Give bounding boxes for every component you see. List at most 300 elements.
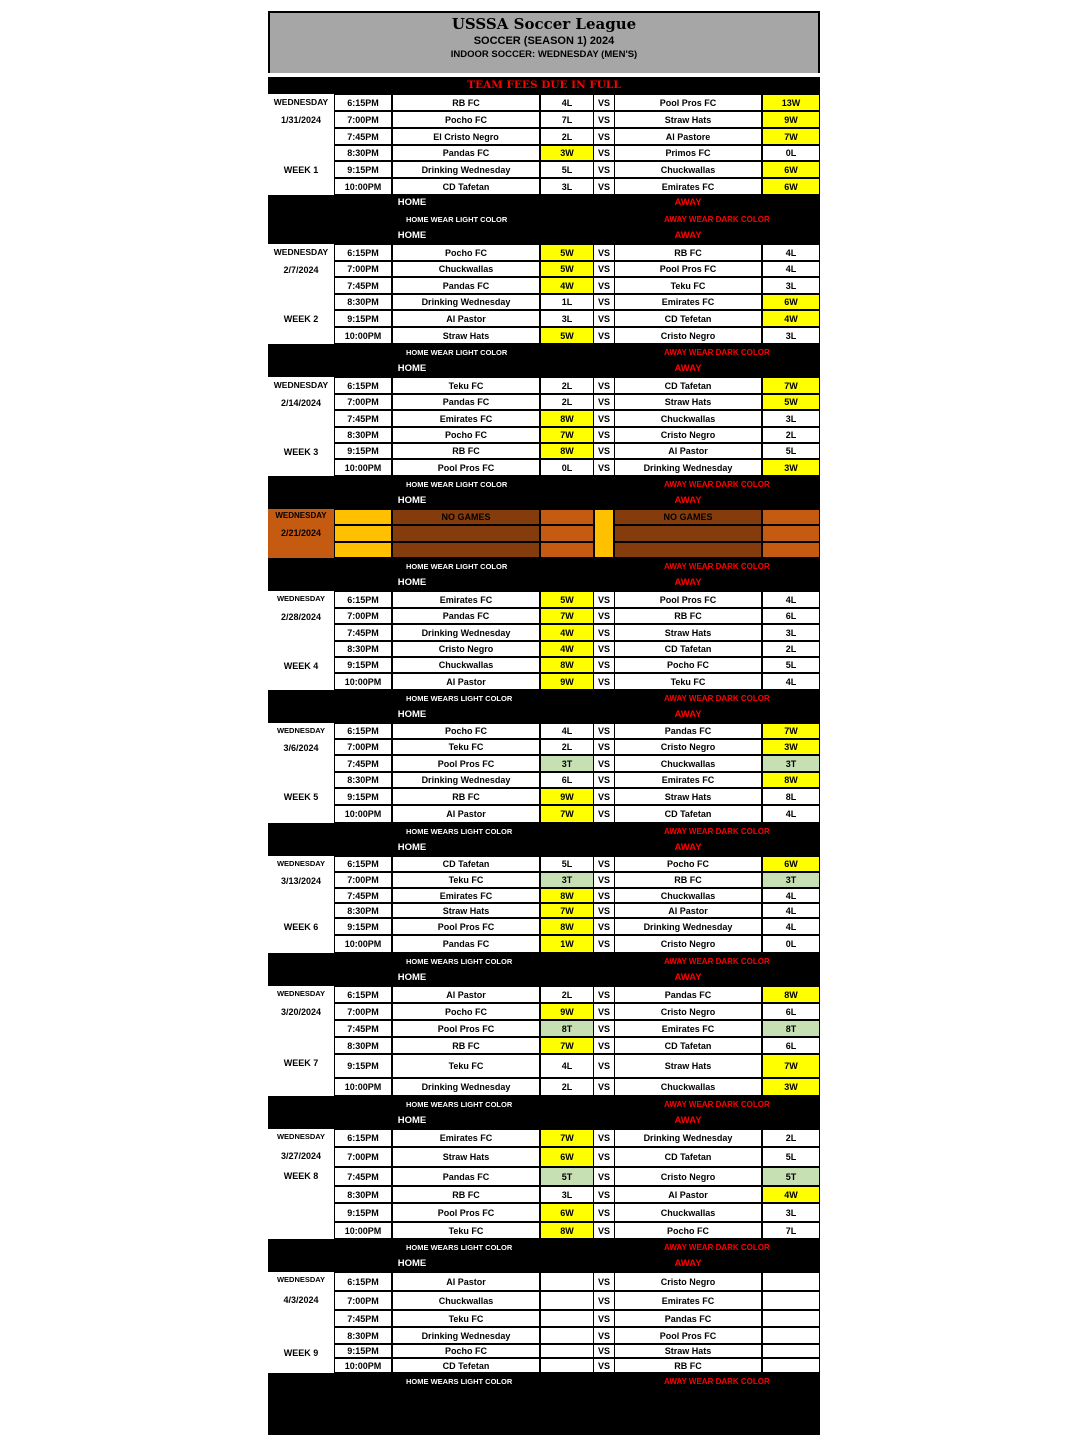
game-row bbox=[334, 903, 820, 918]
vs-label: VS bbox=[594, 903, 614, 918]
vs-label: VS bbox=[594, 1203, 614, 1222]
bye-column bbox=[762, 509, 820, 558]
game-time: 8:30PM bbox=[334, 903, 392, 918]
game-time: 6:15PM bbox=[334, 244, 392, 261]
week-date: 3/20/2024 bbox=[280, 1007, 322, 1017]
away-team: Pool Pros FC bbox=[614, 1327, 762, 1344]
away-team: Pool Pros FC bbox=[614, 591, 762, 608]
game-time: 8:30PM bbox=[334, 1186, 392, 1203]
game-row bbox=[334, 1222, 820, 1239]
home-score: 7W bbox=[540, 1037, 594, 1054]
home-score: 8W bbox=[540, 888, 594, 903]
away-team: Pocho FC bbox=[614, 856, 762, 872]
home-score bbox=[540, 1310, 594, 1327]
division-label: INDOOR SOCCER: WEDNESDAY (MEN'S) bbox=[450, 49, 638, 60]
away-team: Chuckwallas bbox=[614, 161, 762, 178]
away-team: Teku FC bbox=[614, 673, 762, 690]
game-time: 9:15PM bbox=[334, 657, 392, 673]
game-time: 7:00PM bbox=[334, 739, 392, 755]
home-team: Pocho FC bbox=[392, 427, 540, 443]
home-wear-note: HOME WEARS LIGHT COLOR bbox=[406, 957, 513, 966]
game-row bbox=[334, 277, 820, 294]
vs-label: VS bbox=[594, 591, 614, 608]
away-score: 3T bbox=[762, 755, 820, 772]
away-score: 0L bbox=[762, 935, 820, 953]
games-grid bbox=[334, 1272, 820, 1373]
game-row bbox=[334, 111, 820, 128]
vs-label: VS bbox=[594, 459, 614, 476]
home-team: Pocho FC bbox=[392, 723, 540, 739]
game-row bbox=[334, 673, 820, 690]
home-team: Teku FC bbox=[392, 1054, 540, 1078]
away-score: 3L bbox=[762, 624, 820, 641]
game-time: 7:45PM bbox=[334, 624, 392, 641]
game-time: 7:00PM bbox=[334, 1003, 392, 1020]
week-label-column bbox=[268, 1129, 334, 1239]
home-score: 3T bbox=[540, 755, 594, 772]
week-block bbox=[268, 1272, 820, 1373]
away-team: CD Tefetan bbox=[614, 310, 762, 327]
vs-label: VS bbox=[594, 918, 614, 935]
away-score: 3L bbox=[762, 1203, 820, 1222]
home-team: Drinking Wednesday bbox=[392, 161, 540, 178]
away-team: Chuckwallas bbox=[614, 1203, 762, 1222]
away-team: Al Pastore bbox=[614, 128, 762, 145]
game-row bbox=[334, 128, 820, 145]
away-wear-note: AWAY WEAR DARK COLOR bbox=[664, 562, 770, 571]
home-wear-note: HOME WEARS LIGHT COLOR bbox=[406, 827, 513, 836]
weeks-container bbox=[268, 94, 820, 1390]
game-row bbox=[334, 1003, 820, 1020]
week-label-column bbox=[268, 1272, 334, 1373]
bye-column bbox=[594, 509, 614, 558]
away-team: Al Pastor bbox=[614, 903, 762, 918]
game-row bbox=[334, 244, 820, 261]
home-team: Pool Pros FC bbox=[392, 1203, 540, 1222]
home-away-band bbox=[268, 575, 820, 591]
home-away-band bbox=[268, 840, 820, 856]
home-team: Al Pastor bbox=[392, 1272, 540, 1291]
game-time: 7:00PM bbox=[334, 1147, 392, 1167]
game-time: 6:15PM bbox=[334, 856, 392, 872]
game-row bbox=[334, 918, 820, 935]
game-row bbox=[334, 1272, 820, 1291]
game-row bbox=[334, 1358, 820, 1373]
away-team: CD Tafetan bbox=[614, 1037, 762, 1054]
game-time: 10:00PM bbox=[334, 459, 392, 476]
week-block bbox=[268, 723, 820, 823]
vs-label: VS bbox=[594, 277, 614, 294]
away-score: 2L bbox=[762, 641, 820, 657]
away-score: 7W bbox=[762, 723, 820, 739]
home-team: Pool Pros FC bbox=[392, 918, 540, 935]
away-score: 4L bbox=[762, 903, 820, 918]
away-team: Chuckwallas bbox=[614, 888, 762, 903]
schedule-sheet bbox=[268, 11, 820, 1435]
week-day: WEDNESDAY bbox=[276, 989, 326, 998]
away-team: CD Tafetan bbox=[614, 1147, 762, 1167]
vs-label: VS bbox=[594, 94, 614, 111]
home-team: Pandas FC bbox=[392, 608, 540, 624]
home-team: El Cristo Negro bbox=[392, 128, 540, 145]
league-title: USSSA Soccer League bbox=[451, 15, 637, 33]
week-date: 1/31/2024 bbox=[280, 115, 322, 125]
game-row bbox=[334, 872, 820, 888]
home-label: HOME bbox=[397, 709, 427, 720]
game-row bbox=[334, 377, 820, 394]
game-time: 8:30PM bbox=[334, 145, 392, 161]
home-score: 4L bbox=[540, 723, 594, 739]
game-row bbox=[334, 1327, 820, 1344]
bye-cell bbox=[392, 525, 540, 541]
away-wear-note: AWAY WEAR DARK COLOR bbox=[664, 1377, 770, 1386]
away-score: 4L bbox=[762, 673, 820, 690]
away-label-wrap bbox=[540, 707, 820, 723]
no-games-label: NO GAMES bbox=[614, 509, 762, 525]
home-label: HOME bbox=[397, 230, 427, 241]
game-time: 10:00PM bbox=[334, 1358, 392, 1373]
vs-label: VS bbox=[594, 673, 614, 690]
games-grid bbox=[334, 94, 820, 195]
away-label: AWAY bbox=[674, 197, 702, 208]
game-time: 9:15PM bbox=[334, 310, 392, 327]
away-team: CD Tafetan bbox=[614, 641, 762, 657]
game-row bbox=[334, 608, 820, 624]
vs-label: VS bbox=[594, 377, 614, 394]
away-team: Primos FC bbox=[614, 145, 762, 161]
away-label: AWAY bbox=[674, 363, 702, 374]
game-row bbox=[334, 327, 820, 344]
vs-label: VS bbox=[594, 1167, 614, 1186]
home-label: HOME bbox=[397, 972, 427, 983]
away-label: AWAY bbox=[674, 577, 702, 588]
home-team: CD Tafetan bbox=[392, 856, 540, 872]
vs-label: VS bbox=[594, 872, 614, 888]
away-score: 4L bbox=[762, 888, 820, 903]
game-row bbox=[334, 1129, 820, 1147]
home-score: 3L bbox=[540, 310, 594, 327]
home-team: Pool Pros FC bbox=[392, 1020, 540, 1037]
bye-cell bbox=[540, 542, 594, 558]
game-time: 6:15PM bbox=[334, 723, 392, 739]
game-row bbox=[334, 986, 820, 1003]
home-away-band bbox=[268, 361, 820, 377]
home-team: Pandas FC bbox=[392, 277, 540, 294]
game-row bbox=[334, 261, 820, 277]
away-label-wrap bbox=[540, 228, 820, 244]
home-away-band bbox=[268, 195, 820, 211]
week-number: WEEK 4 bbox=[283, 661, 319, 671]
bye-week-block bbox=[268, 509, 820, 558]
home-team: Pandas FC bbox=[392, 394, 540, 410]
game-time: 10:00PM bbox=[334, 935, 392, 953]
away-wear-note: AWAY WEAR DARK COLOR bbox=[664, 694, 770, 703]
game-time: 7:00PM bbox=[334, 111, 392, 128]
vs-label: VS bbox=[594, 1186, 614, 1203]
week-label-column bbox=[268, 591, 334, 690]
game-row bbox=[334, 1078, 820, 1096]
game-time: 7:45PM bbox=[334, 888, 392, 903]
game-row bbox=[334, 178, 820, 195]
game-row bbox=[334, 657, 820, 673]
away-team: Emirates FC bbox=[614, 294, 762, 310]
home-label-wrap bbox=[268, 970, 540, 986]
wear-color-band bbox=[268, 211, 820, 228]
week-label-column bbox=[268, 244, 334, 344]
games-grid bbox=[334, 244, 820, 344]
games-grid bbox=[334, 377, 820, 476]
away-team: CD Tafetan bbox=[614, 377, 762, 394]
week-block bbox=[268, 94, 820, 195]
home-label-wrap bbox=[268, 840, 540, 856]
away-score: 7W bbox=[762, 377, 820, 394]
home-team: Emirates FC bbox=[392, 888, 540, 903]
away-label: AWAY bbox=[674, 1115, 702, 1126]
vs-label: VS bbox=[594, 1037, 614, 1054]
home-team: Teku FC bbox=[392, 1310, 540, 1327]
home-score: 5W bbox=[540, 244, 594, 261]
away-team: Cristo Negro bbox=[614, 327, 762, 344]
away-score: 6L bbox=[762, 608, 820, 624]
game-time: 7:45PM bbox=[334, 755, 392, 772]
away-score bbox=[762, 1291, 820, 1310]
games-grid bbox=[334, 986, 820, 1096]
game-row bbox=[334, 1186, 820, 1203]
vs-label: VS bbox=[594, 1129, 614, 1147]
game-row bbox=[334, 161, 820, 178]
away-team: Chuckwallas bbox=[614, 410, 762, 427]
away-team: Cristo Negro bbox=[614, 1272, 762, 1291]
away-team: Cristo Negro bbox=[614, 1003, 762, 1020]
away-team: RB FC bbox=[614, 244, 762, 261]
game-time: 6:15PM bbox=[334, 1129, 392, 1147]
home-team: Drinking Wednesday bbox=[392, 624, 540, 641]
home-score: 5W bbox=[540, 591, 594, 608]
home-label: HOME bbox=[397, 363, 427, 374]
week-number: WEEK 1 bbox=[283, 165, 319, 175]
home-score bbox=[540, 1272, 594, 1291]
away-wear-note: AWAY WEAR DARK COLOR bbox=[664, 480, 770, 489]
bye-column bbox=[392, 509, 540, 558]
game-time: 8:30PM bbox=[334, 1327, 392, 1344]
game-row bbox=[334, 294, 820, 310]
away-team: Pool Pros FC bbox=[614, 261, 762, 277]
game-time: 10:00PM bbox=[334, 805, 392, 823]
vs-label: VS bbox=[594, 410, 614, 427]
bye-column bbox=[614, 509, 762, 558]
home-wear-note: HOME WEARS LIGHT COLOR bbox=[406, 1100, 513, 1109]
home-score: 8W bbox=[540, 1222, 594, 1239]
week-number: WEEK 3 bbox=[283, 447, 319, 457]
home-score: 8W bbox=[540, 918, 594, 935]
sheet-header bbox=[268, 11, 820, 73]
game-time: 7:00PM bbox=[334, 608, 392, 624]
game-row bbox=[334, 739, 820, 755]
game-time: 9:15PM bbox=[334, 1203, 392, 1222]
home-wear-note: HOME WEARS LIGHT COLOR bbox=[406, 1377, 513, 1386]
home-label-wrap bbox=[268, 575, 540, 591]
game-row bbox=[334, 427, 820, 443]
vs-label: VS bbox=[594, 294, 614, 310]
away-label: AWAY bbox=[674, 972, 702, 983]
home-score: 5T bbox=[540, 1167, 594, 1186]
away-team: Cristo Negro bbox=[614, 1167, 762, 1186]
week-number: WEEK 7 bbox=[283, 1058, 319, 1068]
game-row bbox=[334, 788, 820, 805]
home-team: Drinking Wednesday bbox=[392, 1327, 540, 1344]
vs-label: VS bbox=[594, 1054, 614, 1078]
home-score: 7W bbox=[540, 903, 594, 918]
home-score: 2L bbox=[540, 986, 594, 1003]
away-label: AWAY bbox=[674, 495, 702, 506]
bye-day: WEDNESDAY bbox=[275, 511, 327, 520]
game-row bbox=[334, 624, 820, 641]
home-score: 7W bbox=[540, 1129, 594, 1147]
vs-label: VS bbox=[594, 739, 614, 755]
home-label-wrap bbox=[268, 707, 540, 723]
vs-label: VS bbox=[594, 128, 614, 145]
game-time: 7:45PM bbox=[334, 277, 392, 294]
away-team: Pandas FC bbox=[614, 1310, 762, 1327]
vs-label: VS bbox=[594, 1310, 614, 1327]
bye-cell bbox=[392, 542, 540, 558]
away-score: 5L bbox=[762, 1147, 820, 1167]
home-score: 6L bbox=[540, 772, 594, 788]
home-wear-note: HOME WEAR LIGHT COLOR bbox=[406, 562, 508, 571]
away-score: 7W bbox=[762, 128, 820, 145]
away-team: Emirates FC bbox=[614, 1020, 762, 1037]
away-score: 6L bbox=[762, 1003, 820, 1020]
week-day: WEDNESDAY bbox=[276, 726, 326, 735]
week-date: 2/14/2024 bbox=[280, 398, 322, 408]
game-row bbox=[334, 1344, 820, 1358]
home-team: Teku FC bbox=[392, 1222, 540, 1239]
sheet-footer bbox=[268, 1390, 820, 1435]
away-team: Al Pastor bbox=[614, 1186, 762, 1203]
away-team: Straw Hats bbox=[614, 111, 762, 128]
home-score: 3L bbox=[540, 178, 594, 195]
game-time: 7:45PM bbox=[334, 128, 392, 145]
home-label-wrap bbox=[268, 228, 540, 244]
home-team: Drinking Wednesday bbox=[392, 772, 540, 788]
game-time: 10:00PM bbox=[334, 673, 392, 690]
home-score: 3L bbox=[540, 1186, 594, 1203]
vs-label: VS bbox=[594, 1344, 614, 1358]
away-team: RB FC bbox=[614, 608, 762, 624]
home-team: Teku FC bbox=[392, 377, 540, 394]
home-team: Chuckwallas bbox=[392, 657, 540, 673]
wear-color-band bbox=[268, 823, 820, 840]
away-score: 4L bbox=[762, 591, 820, 608]
home-score: 2L bbox=[540, 394, 594, 410]
game-time: 7:00PM bbox=[334, 394, 392, 410]
week-number: WEEK 2 bbox=[283, 314, 319, 324]
away-team: Cristo Negro bbox=[614, 427, 762, 443]
home-team: Emirates FC bbox=[392, 591, 540, 608]
game-time: 9:15PM bbox=[334, 443, 392, 459]
away-team: Emirates FC bbox=[614, 178, 762, 195]
home-team: Emirates FC bbox=[392, 1129, 540, 1147]
away-label-wrap bbox=[540, 970, 820, 986]
bye-date: 2/21/2024 bbox=[280, 528, 322, 538]
bye-cell bbox=[762, 525, 820, 541]
home-away-band bbox=[268, 970, 820, 986]
game-time: 8:30PM bbox=[334, 294, 392, 310]
home-score: 0L bbox=[540, 459, 594, 476]
vs-label: VS bbox=[594, 1222, 614, 1239]
away-wear-note: AWAY WEAR DARK COLOR bbox=[664, 215, 770, 224]
home-team: Pandas FC bbox=[392, 145, 540, 161]
away-score: 3W bbox=[762, 1078, 820, 1096]
away-score: 3L bbox=[762, 327, 820, 344]
away-wear-note: AWAY WEAR DARK COLOR bbox=[664, 348, 770, 357]
week-date: 4/3/2024 bbox=[283, 1295, 319, 1305]
home-score: 5W bbox=[540, 261, 594, 277]
home-away-band bbox=[268, 1256, 820, 1272]
home-team: Al Pastor bbox=[392, 310, 540, 327]
game-time: 7:00PM bbox=[334, 872, 392, 888]
home-score: 5L bbox=[540, 161, 594, 178]
week-number: WEEK 5 bbox=[283, 792, 319, 802]
game-row bbox=[334, 1054, 820, 1078]
home-score: 8W bbox=[540, 443, 594, 459]
game-time: 8:30PM bbox=[334, 427, 392, 443]
game-time: 7:00PM bbox=[334, 261, 392, 277]
week-date: 2/28/2024 bbox=[280, 612, 322, 622]
home-label-wrap bbox=[268, 195, 540, 211]
away-team: CD Tafetan bbox=[614, 805, 762, 823]
game-row bbox=[334, 1167, 820, 1186]
week-block bbox=[268, 986, 820, 1096]
home-away-band bbox=[268, 1113, 820, 1129]
home-label: HOME bbox=[397, 495, 427, 506]
away-score: 4L bbox=[762, 805, 820, 823]
away-score bbox=[762, 1344, 820, 1358]
home-team: Chuckwallas bbox=[392, 261, 540, 277]
game-time: 7:45PM bbox=[334, 1167, 392, 1186]
home-label: HOME bbox=[397, 1115, 427, 1126]
home-away-band bbox=[268, 707, 820, 723]
bye-label-column bbox=[268, 509, 334, 558]
away-team: Straw Hats bbox=[614, 1344, 762, 1358]
away-score: 6W bbox=[762, 856, 820, 872]
week-day: WEDNESDAY bbox=[273, 380, 329, 390]
wear-color-band bbox=[268, 953, 820, 970]
bye-cell bbox=[334, 525, 392, 541]
home-score: 6W bbox=[540, 1147, 594, 1167]
season-subtitle: SOCCER (SEASON 1) 2024 bbox=[473, 35, 615, 47]
away-team: Straw Hats bbox=[614, 394, 762, 410]
game-time: 6:15PM bbox=[334, 591, 392, 608]
bye-cell bbox=[540, 525, 594, 541]
away-label: AWAY bbox=[674, 842, 702, 853]
game-time: 6:15PM bbox=[334, 1272, 392, 1291]
home-team: Emirates FC bbox=[392, 410, 540, 427]
game-time: 9:15PM bbox=[334, 788, 392, 805]
home-score: 3T bbox=[540, 872, 594, 888]
wear-color-band bbox=[268, 476, 820, 493]
week-day: WEDNESDAY bbox=[273, 97, 329, 107]
game-row bbox=[334, 1291, 820, 1310]
away-team: Emirates FC bbox=[614, 1291, 762, 1310]
vs-label: VS bbox=[594, 111, 614, 128]
home-wear-note: HOME WEAR LIGHT COLOR bbox=[406, 348, 508, 357]
away-score: 8T bbox=[762, 1020, 820, 1037]
home-score: 2L bbox=[540, 377, 594, 394]
game-row bbox=[334, 1310, 820, 1327]
game-row bbox=[334, 1037, 820, 1054]
away-score: 3T bbox=[762, 872, 820, 888]
